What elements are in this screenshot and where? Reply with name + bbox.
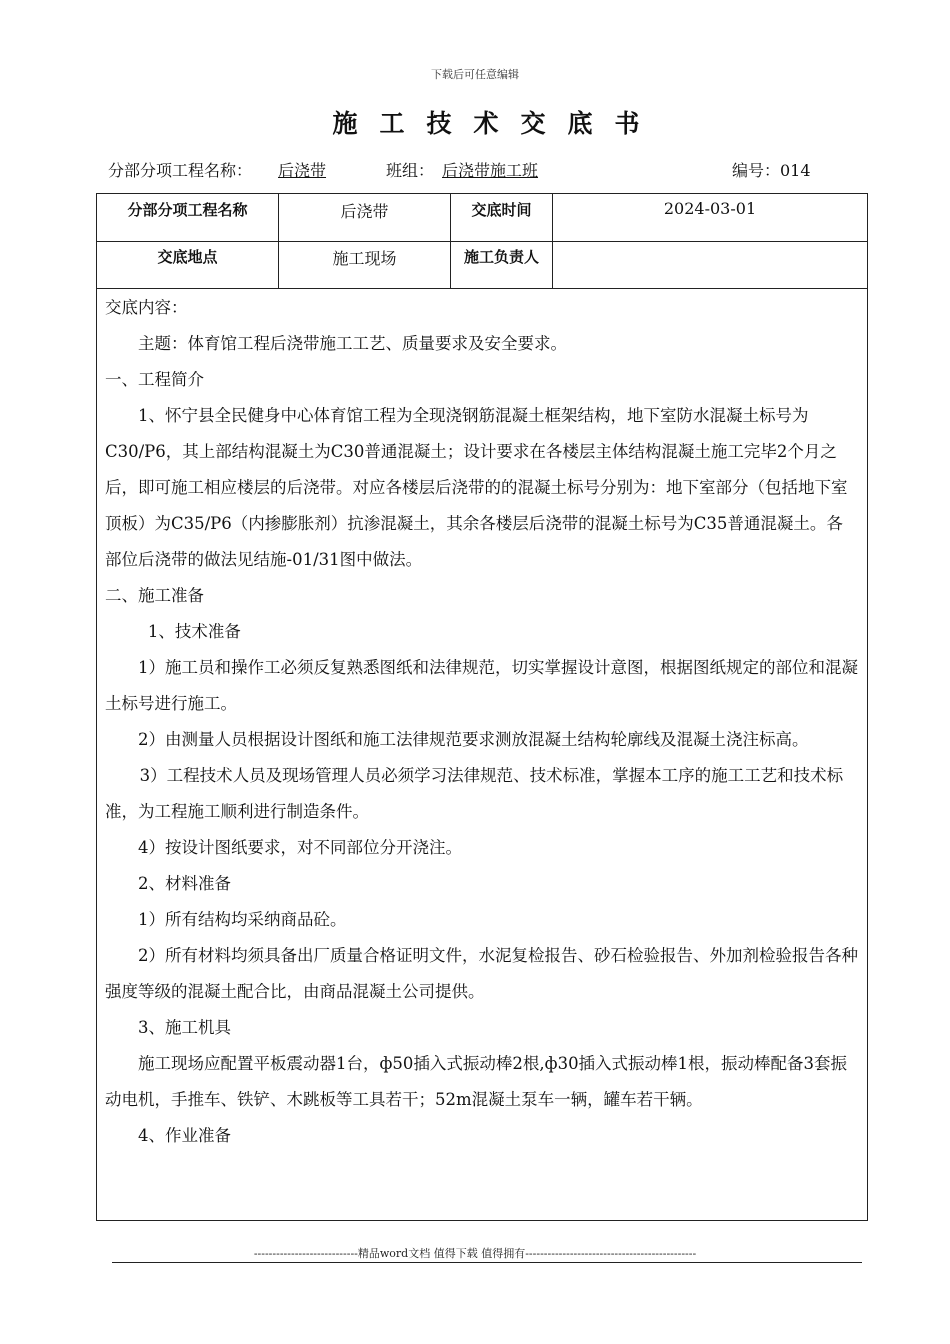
team-value: 后浇带施工班 [442,161,539,180]
footer-note: ----------------------------精品word文档 值得下载 值得拥有---------------------------------------------- [253,1247,697,1260]
download-note: 下载后可任意编辑 [431,68,519,81]
paragraph: 1、怀宁县全民健身中心体育馆工程为全现浇钢筋混凝土框架结构，地下室防水混凝土标号为C30/P6，其上部结构混凝土为C30普通混凝土；设计要求在各楼层主体结构混凝土施工完毕2个月之后，即可施工相应楼层的后浇带。对应各楼层后浇带的的混凝土标号分别为：地下室部分（包括地下室顶板）为C35/P6（内掺膨胀剂）抗渗混凝土，其余各楼层后浇带的混凝土标号为C35普通混凝土。各部位后浇带的做法见结施-01/31图中做法。 [105,406,848,569]
subsection-heading: 4、作业准备 [138,1126,231,1145]
list-item: 2）所有材料均须具备出厂质量合格证明文件，水泥复检报告、砂石检验报告、外加剂检验报告各种强度等级的混凝土配合比，由商品混凝土公司提供。 [105,946,858,1001]
table-header-cell: 分部分项工程名称 [127,201,248,219]
list-item: 1）所有结构均采纳商品砼。 [138,910,347,929]
team-label: 班组： [386,161,435,180]
footer-divider [112,1262,862,1263]
table-header-cell: 施工负责人 [450,241,552,288]
list-item: 4）按设计图纸要求，对不同部位分开浇注。 [138,838,462,857]
table-row [97,241,867,289]
table-header-cell: 交底时间 [450,194,552,241]
table-cell [552,241,867,288]
table-cell: 施工现场 [278,241,450,288]
meta-row [108,158,848,184]
content-label: 交底内容： [105,298,188,317]
list-item: 3）工程技术人员及现场管理人员必须学习法律规范、技术标准，掌握本工序的施工工艺和技术标准，为工程施工顺利进行制造条件。 [105,766,844,821]
disclosure-table [96,193,868,1221]
section-heading: 二、施工准备 [105,586,204,605]
table-row [97,194,867,242]
disclosure-content [105,290,859,1154]
section-heading: 一、工程简介 [105,370,204,389]
table-cell: 后浇带 [278,194,450,241]
subsection-heading: 3、施工机具 [138,1018,231,1037]
paragraph: 施工现场应配置平板震动器1台，ф50插入式振动棒2根,ф30插入式振动棒1根，振动棒配备3套振动电机，手推车、铁铲、木跳板等工具若干；52m混凝土泵车一辆，罐车若干辆。 [105,1054,848,1109]
project-value: 后浇带 [278,161,327,180]
table-cell: 2024-03-01 [552,194,867,241]
project-label: 分部分项工程名称： [108,161,253,180]
document-number: 编号：014 [732,161,811,180]
list-item: 1）施工员和操作工必须反复熟悉图纸和法律规范，切实掌握设计意图，根据图纸规定的部位和混凝土标号进行施工。 [105,658,858,713]
subsection-heading: 1、技术准备 [147,622,241,641]
subsection-heading: 2、材料准备 [138,874,231,893]
table-header-cell: 交底地点 [157,248,218,266]
list-item: 2）由测量人员根据设计图纸和施工法律规范要求测放混凝土结构轮廓线及混凝土浇注标高。 [138,730,809,749]
document-title: 施工技术交底书 [332,109,662,138]
content-topic: 主题：体育馆工程后浇带施工工艺、质量要求及安全要求。 [138,334,567,353]
